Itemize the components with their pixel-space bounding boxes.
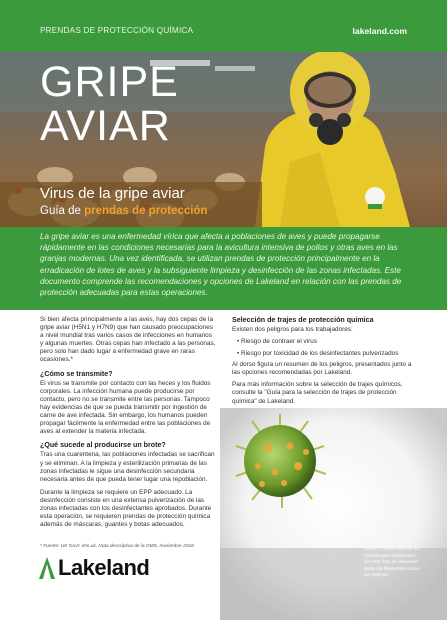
guide-prefix: Guía de <box>40 205 85 217</box>
title-line-1: GRIPE <box>40 58 179 106</box>
page-title <box>40 60 179 148</box>
image-caption: Gripe A H7N9 vista en un microscopio electrónico. En esta foto se observan tanto los filamentos como las esferas. <box>364 547 420 579</box>
right-paragraph-3: Para más información sobre la selección de trajes químicos, consulte la "Guía para la selección de trajes de protección química" de Lakeland. <box>232 381 403 405</box>
heading-outbreak: ¿Qué sucede al producirse un brote? <box>40 441 166 450</box>
source-footnote: * Fuente: UK Govt: nhs.uk, Nota descriptiva de la OMS, noviembre 2016 <box>40 544 194 549</box>
category-label: PRENDAS DE PROTECCIÓN QUÍMICA <box>40 26 194 35</box>
left-paragraph-1: Si bien afecta principalmente a las aves, hay dos cepas de la gripe aviar (H5N1 y H7N9) que han causado preocupaciones a nivel mundial tras varios casos de infecciones en humanos y algunas muertes. Otras cepas han infectado a las personas, pero solo han dado lugar a enfermedad grave en raras ocasiones.* <box>40 316 216 364</box>
website-link[interactable]: lakeland.com <box>352 26 407 36</box>
virus-image <box>220 408 447 620</box>
heading-transmission: ¿Cómo se transmite? <box>40 369 113 378</box>
right-paragraph-2: Al dorso figura un resumen de los peligros, presentados junto a las opciones recomendadas por Lakeland. <box>232 360 412 377</box>
right-column <box>232 316 416 410</box>
left-paragraph-4: Durante la limpieza se requiere un EPP adecuado. La desinfección consiste en una extensa pulverización de las zonas infectadas con los desinfectantes aprobados. Durante esta operación, se requieren prendas de protección química además de máscaras, guantes y botas adecuados. <box>40 488 212 529</box>
lakeland-logo <box>38 556 188 584</box>
right-paragraph-1: Existen dos peligros para los trabajadores: <box>232 326 353 334</box>
left-paragraph-2: El virus se transmite por contacto con las heces y los fluidos corporales. La infección humana puede producirse por contacto, pero no se transmite entre las personas. Tampoco hay evidencias de que se pueda transmitir por ingestión de carne de ave infectada. Sin embargo, los humanos pueden propagar fácilmente la enfermedad entre las poblaciones de aves al extender la materia infectada. <box>40 379 211 436</box>
logo-wordmark: Lakeland <box>58 555 150 580</box>
subtitle: Virus de la gripe aviar <box>40 185 185 202</box>
left-column <box>40 316 216 534</box>
intro-band <box>0 227 447 310</box>
guide-highlight: prendas de protección <box>84 205 208 217</box>
logo-mark-icon <box>38 556 56 580</box>
virus-illustration <box>220 408 447 620</box>
title-line-2: AVIAR <box>40 102 171 150</box>
bullet-disinfectant-risk: • Riesgo por toxicidad de los desinfectantes pulverizados <box>237 349 399 357</box>
left-paragraph-3: Tras una cuarentena, las poblaciones infectadas se sacrifican y se eliminan. A la limpieza y esterilización primarias de las zonas infectadas le sigue una desinfección secundaria necesaria antes de que pueda tener lugar una repoblación. <box>40 451 215 483</box>
heading-suit-selection: Selección de trajes de protección química <box>232 316 374 324</box>
top-bar <box>0 0 447 52</box>
guide-subtitle <box>40 205 207 217</box>
bullet-virus-risk: • Riesgo de contraer el virus <box>237 338 318 346</box>
intro-text: La gripe aviar es una enfermedad vírica que afecta a poblaciones de aves y puede propagarse rápidamente en las condiciones necesarias para la avicultura intensiva de pollos y otras aves en las granjas modernas. Una vez identificada, se utilizan prendas de protección principalmente en la erradicación de lotes de aves y la subsiguiente limpieza y desinfección de las zonas infectadas. Este documento comprende las recomendaciones y opciones de Lakeland en relación con las prendas de protección adecuadas para estas operaciones. <box>40 232 402 298</box>
